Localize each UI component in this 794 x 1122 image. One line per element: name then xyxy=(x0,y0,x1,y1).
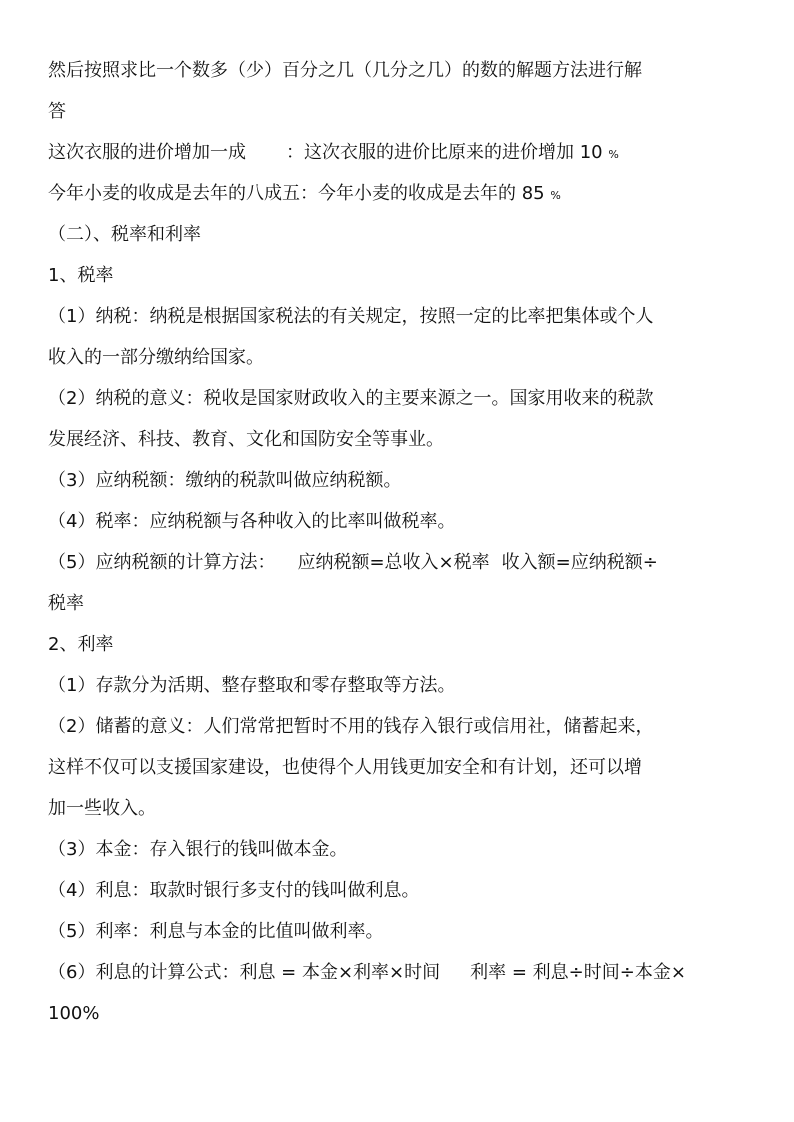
interest-item-6-line-1 xyxy=(48,952,748,993)
intro-line-1: 然后按照求比一个数多（少）百分之几（几分之几）的数的解题方法进行解 xyxy=(48,60,642,81)
tax-item-5-line-2: 税率 xyxy=(48,593,84,614)
percent-sign: % xyxy=(550,189,561,202)
tax-formula-label: （5）应纳税额的计算方法： xyxy=(48,552,276,573)
percent-sign: % xyxy=(608,148,619,161)
interest-formula-amount: 利息 = 本金×利率×时间 xyxy=(239,962,441,983)
heading-interest-rate: 2、利率 xyxy=(48,634,114,655)
tax-item-1-line-1: （1）纳税：纳税是根据国家税法的有关规定，按照一定的比率把集体或个人 xyxy=(48,306,654,327)
interest-item-3: （3）本金：存入银行的钱叫做本金。 xyxy=(48,839,348,860)
interest-item-6-line-2: 100% xyxy=(48,1003,100,1024)
interest-item-5: （5）利率：利息与本金的比值叫做利率。 xyxy=(48,921,384,942)
tax-item-2-line-2: 发展经济、科技、教育、文化和国防安全等事业。 xyxy=(48,429,444,450)
tax-formula-income: 收入额=应纳税额÷ xyxy=(501,552,658,573)
tax-item-1-line-2: 收入的一部分缴纳给国家。 xyxy=(48,347,264,368)
interest-formula-label: （6）利息的计算公式： xyxy=(48,962,240,983)
interest-item-1: （1）存款分为活期、整存整取和零存整取等方法。 xyxy=(48,675,456,696)
tax-formula-payable: 应纳税额=总收入×税率 xyxy=(297,552,490,573)
example-wheat-harvest xyxy=(48,173,748,214)
example-wheat-text: 今年小麦的收成是去年的八成五：今年小麦的收成是去年的 85 xyxy=(48,183,545,204)
section-title-tax-interest: （二）、税率和利率 xyxy=(48,224,201,245)
interest-item-2-line-1: （2）储蓄的意义：人们常常把暂时不用的钱存入银行或信用社，储蓄起来， xyxy=(48,716,654,737)
example-clothes-left: 这次衣服的进价增加一成 xyxy=(48,142,246,163)
interest-item-2-line-2: 这样不仅可以支援国家建设，也使得个人用钱更加安全和有计划，还可以增 xyxy=(48,757,642,778)
interest-formula-rate: 利率 = 利息÷时间÷本金× xyxy=(470,962,686,983)
document-page xyxy=(48,50,748,1034)
example-clothes-right: ：这次衣服的进价比原来的进价增加 10 xyxy=(286,142,603,163)
tax-item-2-line-1: （2）纳税的意义：税收是国家财政收入的主要来源之一。国家用收来的税款 xyxy=(48,388,654,409)
interest-item-2-line-3: 加一些收入。 xyxy=(48,798,156,819)
intro-line-2: 答 xyxy=(48,101,66,122)
tax-item-3: （3）应纳税额：缴纳的税款叫做应纳税额。 xyxy=(48,470,402,491)
tax-item-4: （4）税率：应纳税额与各种收入的比率叫做税率。 xyxy=(48,511,456,532)
tax-item-5-line-1 xyxy=(48,542,748,583)
example-clothes-price xyxy=(48,132,748,173)
interest-item-4: （4）利息：取款时银行多支付的钱叫做利息。 xyxy=(48,880,420,901)
heading-tax-rate: 1、税率 xyxy=(48,265,114,286)
